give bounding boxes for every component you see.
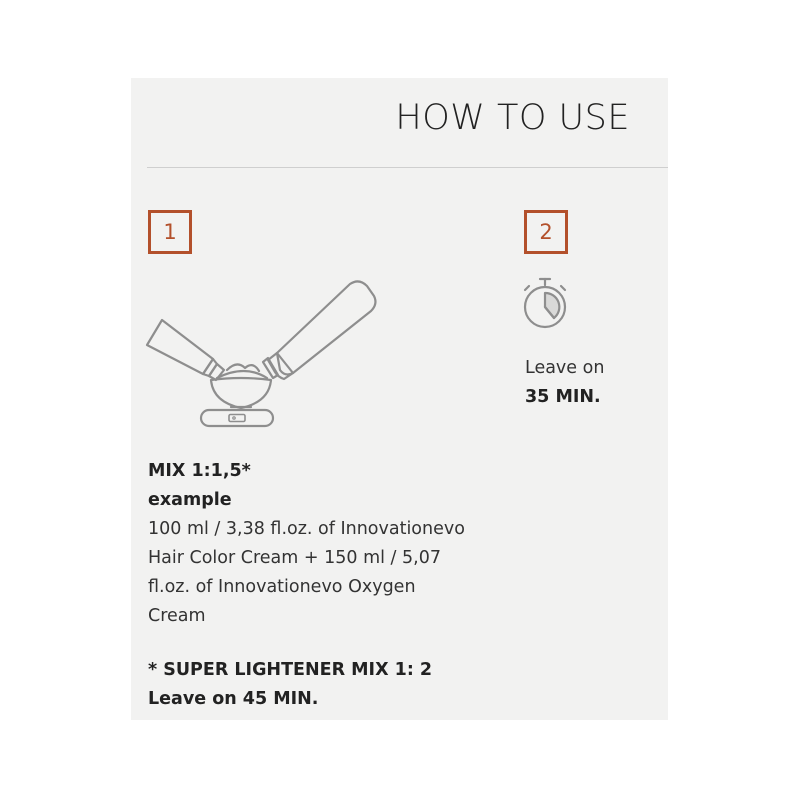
description-line: Cream (148, 606, 206, 626)
step-1-instructions (148, 457, 498, 631)
leave-on-label: Leave on (525, 358, 605, 378)
oxygen-bottle-icon (263, 281, 375, 379)
mixing-bowl-icon (211, 364, 271, 408)
description-line: Hair Color Cream + 150 ml / 5,07 (148, 548, 441, 568)
stopwatch-icon (520, 276, 570, 336)
step-2-badge: 2 (524, 210, 568, 254)
color-tube-icon (147, 320, 224, 380)
step-2-instructions (525, 354, 604, 412)
mix-ratio-heading: MIX 1:1,5* (148, 461, 251, 481)
mixing-illustration (145, 276, 385, 436)
super-lightener-time: Leave on 45 MIN. (148, 689, 319, 709)
step-1-badge: 1 (148, 210, 192, 254)
scale-icon (201, 410, 273, 426)
processing-time: 35 MIN. (525, 387, 601, 407)
example-label: example (148, 490, 232, 510)
page-title: HOW TO USE (395, 98, 630, 138)
description-line: 100 ml / 3,38 fl.oz. of Innovationevo (148, 519, 465, 539)
divider (147, 167, 668, 168)
super-lightener-heading: * SUPER LIGHTENER MIX 1: 2 (148, 660, 433, 680)
description-line: fl.oz. of Innovationevo Oxygen (148, 577, 416, 597)
how-to-use-panel (131, 78, 668, 720)
super-lightener-note (148, 656, 508, 714)
